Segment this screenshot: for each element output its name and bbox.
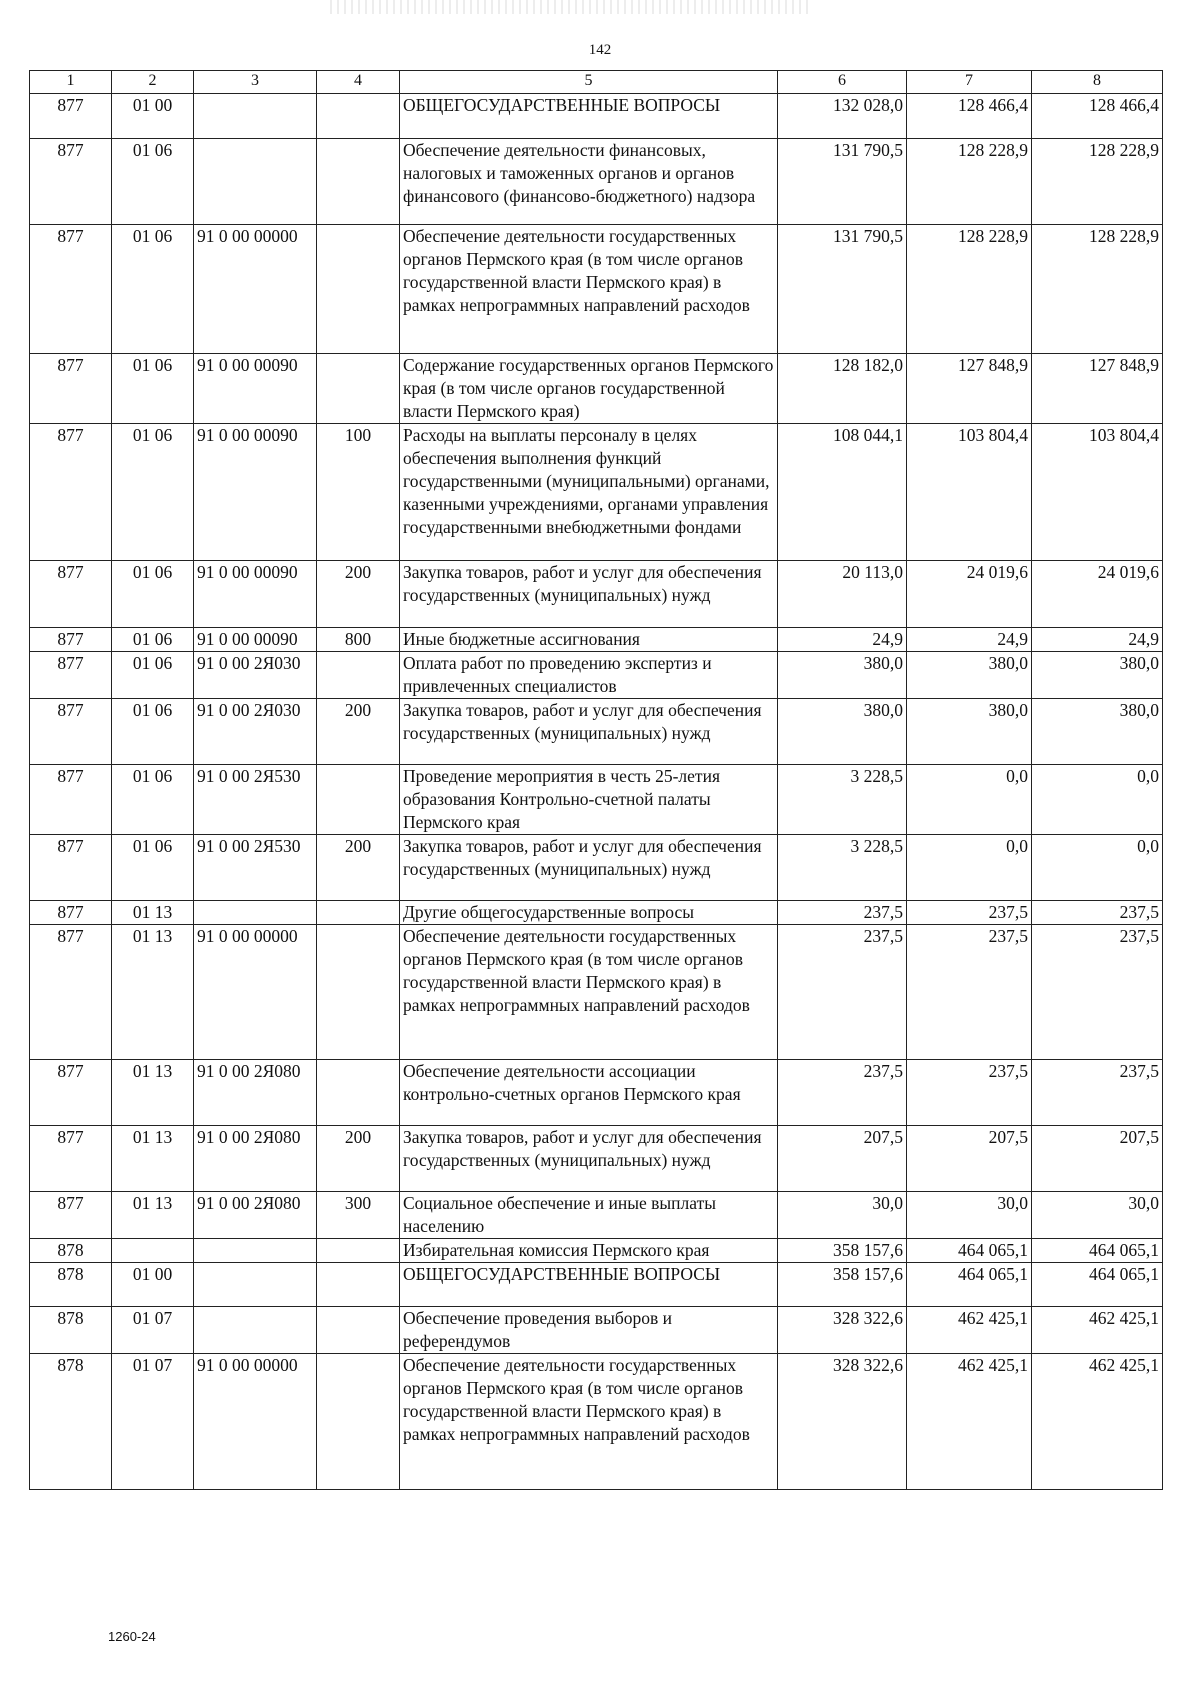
cell-amount-col7: 24,9 xyxy=(907,628,1032,652)
cell-amount-col8: 464 065,1 xyxy=(1032,1263,1163,1307)
cell-section: 01 13 xyxy=(112,1192,194,1239)
cell-target-article: 91 0 00 2Я080 xyxy=(194,1126,317,1192)
cell-amount-col8: 127 848,9 xyxy=(1032,354,1163,424)
cell-amount-col6: 3 228,5 xyxy=(778,835,907,901)
cell-target-article: 91 0 00 2Я030 xyxy=(194,699,317,765)
cell-admin-code: 877 xyxy=(30,354,112,424)
cell-amount-col7: 128 228,9 xyxy=(907,139,1032,225)
cell-expense-type xyxy=(317,1307,400,1354)
table-row xyxy=(30,94,1163,139)
page-number: 142 xyxy=(588,42,612,58)
cell-admin-code: 877 xyxy=(30,139,112,225)
cell-amount-col8: 0,0 xyxy=(1032,835,1163,901)
table-row xyxy=(30,1263,1163,1307)
cell-section: 01 06 xyxy=(112,652,194,699)
cell-description: Закупка товаров, работ и услуг для обеспечения государственных (муниципальных) нужд xyxy=(400,699,778,765)
cell-target-article: 91 0 00 00000 xyxy=(194,225,317,354)
cell-section: 01 06 xyxy=(112,699,194,765)
table-row xyxy=(30,561,1163,628)
column-header-5: 5 xyxy=(400,71,778,94)
cell-admin-code: 877 xyxy=(30,901,112,925)
cell-description: Закупка товаров, работ и услуг для обеспечения государственных (муниципальных) нужд xyxy=(400,835,778,901)
cell-section: 01 06 xyxy=(112,628,194,652)
column-header-7: 7 xyxy=(907,71,1032,94)
table-row xyxy=(30,1060,1163,1126)
table-row xyxy=(30,652,1163,699)
cell-amount-col7: 237,5 xyxy=(907,925,1032,1060)
cell-amount-col8: 380,0 xyxy=(1032,699,1163,765)
footer-document-code: 1260-24 xyxy=(108,1629,156,1644)
cell-section: 01 06 xyxy=(112,424,194,561)
cell-section: 01 00 xyxy=(112,1263,194,1307)
cell-amount-col7: 128 228,9 xyxy=(907,225,1032,354)
cell-amount-col6: 131 790,5 xyxy=(778,225,907,354)
table-row xyxy=(30,139,1163,225)
cell-expense-type: 800 xyxy=(317,628,400,652)
cell-admin-code: 877 xyxy=(30,94,112,139)
cell-target-article xyxy=(194,1307,317,1354)
cell-amount-col6: 132 028,0 xyxy=(778,94,907,139)
budget-table xyxy=(29,70,1163,1490)
cell-section: 01 06 xyxy=(112,561,194,628)
table-row xyxy=(30,1307,1163,1354)
cell-target-article: 91 0 00 00090 xyxy=(194,628,317,652)
cell-expense-type: 200 xyxy=(317,835,400,901)
cell-admin-code: 877 xyxy=(30,1126,112,1192)
cell-description: Обеспечение деятельности государственных органов Пермского края (в том числе органов государственной власти Пермского края) в рамках непрограммных направлений расходов xyxy=(400,225,778,354)
cell-description: Обеспечение проведения выборов и референдумов xyxy=(400,1307,778,1354)
cell-description: Обеспечение деятельности государственных органов Пермского края (в том числе органов государственной власти Пермского края) в рамках непрограммных направлений расходов xyxy=(400,1354,778,1490)
cell-expense-type: 200 xyxy=(317,561,400,628)
cell-description: Обеспечение деятельности финансовых, налоговых и таможенных органов и органов финансового (финансово-бюджетного) надзора xyxy=(400,139,778,225)
cell-description: ОБЩЕГОСУДАРСТВЕННЫЕ ВОПРОСЫ xyxy=(400,1263,778,1307)
cell-amount-col7: 464 065,1 xyxy=(907,1239,1032,1263)
cell-amount-col8: 24,9 xyxy=(1032,628,1163,652)
cell-expense-type xyxy=(317,94,400,139)
table-row xyxy=(30,628,1163,652)
cell-amount-col8: 207,5 xyxy=(1032,1126,1163,1192)
cell-admin-code: 877 xyxy=(30,835,112,901)
cell-amount-col8: 462 425,1 xyxy=(1032,1307,1163,1354)
cell-amount-col7: 462 425,1 xyxy=(907,1354,1032,1490)
cell-target-article: 91 0 00 2Я080 xyxy=(194,1192,317,1239)
cell-amount-col8: 380,0 xyxy=(1032,652,1163,699)
cell-amount-col8: 0,0 xyxy=(1032,765,1163,835)
cell-section: 01 13 xyxy=(112,1060,194,1126)
cell-admin-code: 877 xyxy=(30,652,112,699)
cell-expense-type xyxy=(317,1239,400,1263)
cell-amount-col8: 237,5 xyxy=(1032,901,1163,925)
cell-amount-col6: 24,9 xyxy=(778,628,907,652)
cell-section: 01 06 xyxy=(112,225,194,354)
cell-admin-code: 877 xyxy=(30,1060,112,1126)
cell-target-article xyxy=(194,901,317,925)
cell-admin-code: 877 xyxy=(30,699,112,765)
cell-amount-col7: 0,0 xyxy=(907,765,1032,835)
cell-admin-code: 878 xyxy=(30,1354,112,1490)
table-row xyxy=(30,354,1163,424)
cell-section: 01 13 xyxy=(112,1126,194,1192)
cell-expense-type xyxy=(317,1263,400,1307)
cell-amount-col8: 462 425,1 xyxy=(1032,1354,1163,1490)
column-header-3: 3 xyxy=(194,71,317,94)
cell-description: Оплата работ по проведению экспертиз и привлеченных специалистов xyxy=(400,652,778,699)
cell-admin-code: 878 xyxy=(30,1307,112,1354)
cell-expense-type xyxy=(317,765,400,835)
cell-amount-col7: 24 019,6 xyxy=(907,561,1032,628)
cell-admin-code: 877 xyxy=(30,424,112,561)
cell-target-article xyxy=(194,1239,317,1263)
cell-section: 01 07 xyxy=(112,1307,194,1354)
cell-amount-col7: 380,0 xyxy=(907,699,1032,765)
cell-description: Содержание государственных органов Пермского края (в том числе органов государственной власти Пермского края) xyxy=(400,354,778,424)
cell-amount-col7: 464 065,1 xyxy=(907,1263,1032,1307)
cell-amount-col7: 103 804,4 xyxy=(907,424,1032,561)
cell-expense-type: 300 xyxy=(317,1192,400,1239)
cell-amount-col7: 127 848,9 xyxy=(907,354,1032,424)
cell-admin-code: 877 xyxy=(30,765,112,835)
table-row xyxy=(30,925,1163,1060)
table-row xyxy=(30,765,1163,835)
cell-amount-col6: 128 182,0 xyxy=(778,354,907,424)
cell-expense-type xyxy=(317,1354,400,1490)
cell-amount-col8: 30,0 xyxy=(1032,1192,1163,1239)
table-row xyxy=(30,225,1163,354)
cell-amount-col7: 462 425,1 xyxy=(907,1307,1032,1354)
column-header-6: 6 xyxy=(778,71,907,94)
table-row xyxy=(30,699,1163,765)
cell-amount-col7: 237,5 xyxy=(907,901,1032,925)
column-header-4: 4 xyxy=(317,71,400,94)
cell-amount-col6: 237,5 xyxy=(778,925,907,1060)
cell-section: 01 07 xyxy=(112,1354,194,1490)
cell-admin-code: 877 xyxy=(30,628,112,652)
cell-target-article: 91 0 00 00090 xyxy=(194,354,317,424)
cell-description: Закупка товаров, работ и услуг для обеспечения государственных (муниципальных) нужд xyxy=(400,561,778,628)
column-header-2: 2 xyxy=(112,71,194,94)
cell-target-article: 91 0 00 2Я030 xyxy=(194,652,317,699)
cell-amount-col7: 380,0 xyxy=(907,652,1032,699)
cell-amount-col6: 20 113,0 xyxy=(778,561,907,628)
cell-expense-type xyxy=(317,901,400,925)
cell-target-article: 91 0 00 00000 xyxy=(194,1354,317,1490)
cell-amount-col6: 131 790,5 xyxy=(778,139,907,225)
cell-amount-col6: 207,5 xyxy=(778,1126,907,1192)
cell-amount-col6: 328 322,6 xyxy=(778,1354,907,1490)
table-row xyxy=(30,424,1163,561)
cell-amount-col7: 0,0 xyxy=(907,835,1032,901)
table-row xyxy=(30,901,1163,925)
table-body xyxy=(30,94,1163,1490)
cell-expense-type: 100 xyxy=(317,424,400,561)
cell-expense-type xyxy=(317,652,400,699)
cell-target-article: 91 0 00 00090 xyxy=(194,424,317,561)
table-row xyxy=(30,1354,1163,1490)
cell-target-article: 91 0 00 2Я080 xyxy=(194,1060,317,1126)
cell-admin-code: 877 xyxy=(30,1192,112,1239)
cell-amount-col6: 358 157,6 xyxy=(778,1239,907,1263)
cell-description: Проведение мероприятия в честь 25-летия образования Контрольно-счетной палаты Пермского края xyxy=(400,765,778,835)
cell-section: 01 13 xyxy=(112,925,194,1060)
column-header-8: 8 xyxy=(1032,71,1163,94)
cell-target-article xyxy=(194,94,317,139)
cell-amount-col8: 128 228,9 xyxy=(1032,139,1163,225)
cell-section xyxy=(112,1239,194,1263)
cell-description: Расходы на выплаты персоналу в целях обеспечения выполнения функций государственными (муниципальными) органами, казенными учреждениями, органами управления государственными внебюджетными фондами xyxy=(400,424,778,561)
cell-target-article: 91 0 00 2Я530 xyxy=(194,835,317,901)
cell-description: ОБЩЕГОСУДАРСТВЕННЫЕ ВОПРОСЫ xyxy=(400,94,778,139)
cell-expense-type xyxy=(317,225,400,354)
cell-expense-type xyxy=(317,139,400,225)
cell-amount-col6: 30,0 xyxy=(778,1192,907,1239)
cell-expense-type: 200 xyxy=(317,699,400,765)
cell-expense-type: 200 xyxy=(317,1126,400,1192)
cell-amount-col6: 3 228,5 xyxy=(778,765,907,835)
cell-admin-code: 877 xyxy=(30,925,112,1060)
scan-artifact xyxy=(330,0,810,14)
cell-section: 01 06 xyxy=(112,765,194,835)
cell-expense-type xyxy=(317,1060,400,1126)
table-row xyxy=(30,1126,1163,1192)
cell-section: 01 06 xyxy=(112,139,194,225)
header-row xyxy=(30,71,1163,94)
cell-amount-col8: 24 019,6 xyxy=(1032,561,1163,628)
cell-description: Социальное обеспечение и иные выплаты населению xyxy=(400,1192,778,1239)
cell-amount-col7: 128 466,4 xyxy=(907,94,1032,139)
cell-amount-col8: 128 466,4 xyxy=(1032,94,1163,139)
cell-section: 01 00 xyxy=(112,94,194,139)
cell-section: 01 06 xyxy=(112,354,194,424)
cell-target-article: 91 0 00 2Я530 xyxy=(194,765,317,835)
cell-section: 01 06 xyxy=(112,835,194,901)
cell-target-article: 91 0 00 00090 xyxy=(194,561,317,628)
cell-amount-col6: 380,0 xyxy=(778,652,907,699)
table-row xyxy=(30,1239,1163,1263)
cell-description: Другие общегосударственные вопросы xyxy=(400,901,778,925)
table-row xyxy=(30,1192,1163,1239)
cell-amount-col8: 128 228,9 xyxy=(1032,225,1163,354)
cell-amount-col7: 30,0 xyxy=(907,1192,1032,1239)
cell-admin-code: 878 xyxy=(30,1263,112,1307)
cell-admin-code: 877 xyxy=(30,225,112,354)
column-header-1: 1 xyxy=(30,71,112,94)
cell-expense-type xyxy=(317,354,400,424)
cell-amount-col8: 464 065,1 xyxy=(1032,1239,1163,1263)
cell-target-article xyxy=(194,139,317,225)
cell-amount-col6: 237,5 xyxy=(778,901,907,925)
cell-amount-col8: 237,5 xyxy=(1032,1060,1163,1126)
cell-expense-type xyxy=(317,925,400,1060)
cell-amount-col6: 108 044,1 xyxy=(778,424,907,561)
cell-amount-col6: 237,5 xyxy=(778,1060,907,1126)
cell-target-article: 91 0 00 00000 xyxy=(194,925,317,1060)
cell-amount-col7: 237,5 xyxy=(907,1060,1032,1126)
cell-admin-code: 877 xyxy=(30,561,112,628)
cell-amount-col6: 358 157,6 xyxy=(778,1263,907,1307)
cell-description: Обеспечение деятельности ассоциации контрольно-счетных органов Пермского края xyxy=(400,1060,778,1126)
cell-amount-col6: 328 322,6 xyxy=(778,1307,907,1354)
cell-description: Закупка товаров, работ и услуг для обеспечения государственных (муниципальных) нужд xyxy=(400,1126,778,1192)
cell-amount-col7: 207,5 xyxy=(907,1126,1032,1192)
cell-description: Иные бюджетные ассигнования xyxy=(400,628,778,652)
cell-amount-col6: 380,0 xyxy=(778,699,907,765)
cell-amount-col8: 103 804,4 xyxy=(1032,424,1163,561)
table-row xyxy=(30,835,1163,901)
cell-amount-col8: 237,5 xyxy=(1032,925,1163,1060)
cell-description: Избирательная комиссия Пермского края xyxy=(400,1239,778,1263)
cell-description: Обеспечение деятельности государственных органов Пермского края (в том числе органов государственной власти Пермского края) в рамках непрограммных направлений расходов xyxy=(400,925,778,1060)
cell-section: 01 13 xyxy=(112,901,194,925)
cell-admin-code: 878 xyxy=(30,1239,112,1263)
cell-target-article xyxy=(194,1263,317,1307)
